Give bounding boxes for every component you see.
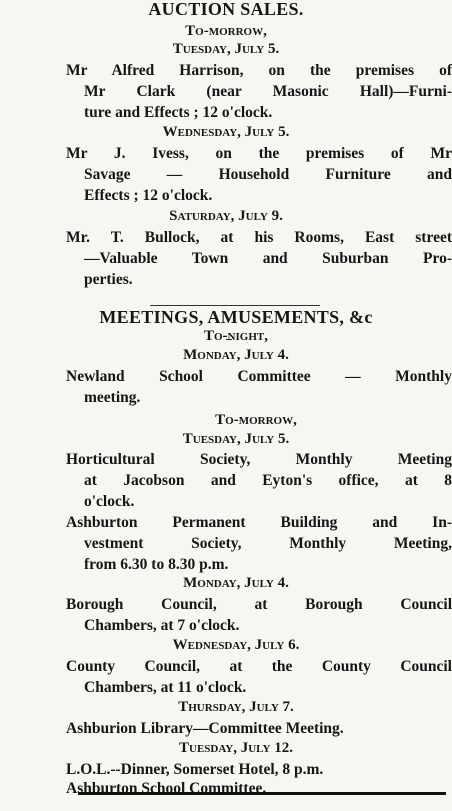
- meeting-entry-line: meeting.: [84, 389, 141, 406]
- meeting-entry-line: County Council, at the County Council: [66, 658, 452, 675]
- meeting-entry-line: L.O.L.--Dinner, Somerset Hotel, 8 p.m.: [66, 761, 324, 778]
- meeting-entry-line: Newland School Committee — Monthly: [66, 368, 452, 385]
- auction-entry-line: perties.: [84, 271, 133, 288]
- meeting-entry-line: Ashburton Permanent Building and In-: [66, 514, 452, 531]
- auction-date-label: Wednesday, July 5.: [162, 124, 290, 140]
- meeting-entry-line: Chambers, at 7 o'clock.: [84, 617, 240, 634]
- auction-entry-line: Savage — Household Furniture and: [84, 166, 452, 183]
- meeting-entry-line: Ashburton School Committee.: [66, 780, 267, 797]
- meetings-date-label: Tuesday, July 12.: [179, 740, 293, 756]
- auction-entry-line: —Valuable Town and Suburban Pro-: [84, 250, 452, 267]
- meetings-date-label: Wednesday, July 6.: [172, 637, 300, 653]
- meetings-date-label: Thursday, July 7.: [178, 699, 294, 715]
- meeting-entry-line: vestment Society, Monthly Meeting,: [84, 535, 452, 552]
- meeting-entry-line: at Jacobson and Eyton's office, at 8: [84, 472, 452, 489]
- auction-date-label: Tuesday, July 5.: [172, 41, 280, 57]
- auction-sales-heading: AUCTION SALES.: [148, 0, 304, 19]
- meetings-date-label: To-morrow,: [215, 412, 297, 428]
- meeting-entry-line: Horticultural Society, Monthly Meeting: [66, 451, 452, 468]
- auction-date-label: To-morrow,: [185, 23, 267, 39]
- auction-entry-line: Mr. T. Bullock, at his Rooms, East street: [66, 229, 452, 246]
- section-end-rule: [78, 792, 446, 795]
- auction-entry-line: Mr J. Ivess, on the premises of Mr: [66, 145, 452, 162]
- meeting-entry-line: Chambers, at 11 o'clock.: [84, 679, 247, 696]
- meetings-heading: MEETINGS, AMUSEMENTS, &c: [99, 307, 373, 327]
- auction-entry-line: Effects ; 12 o'clock.: [84, 187, 213, 204]
- meetings-date-label: Monday, July 4.: [183, 575, 289, 591]
- meetings-date-label: Tuesday, July 5.: [182, 431, 290, 447]
- meetings-date-label: Monday, July 4.: [183, 347, 289, 363]
- meeting-entry-line: o'clock.: [84, 493, 135, 510]
- meeting-entry-line: Borough Council, at Borough Council: [66, 596, 452, 613]
- auction-date-label: Saturday, July 9.: [169, 208, 283, 224]
- auction-entry-line: Mr Clark (near Masonic Hall)—Furni-: [84, 83, 452, 100]
- auction-entry-line: Mr Alfred Harrison, on the premises of: [66, 62, 452, 79]
- auction-entry-line: ture and Effects ; 12 o'clock.: [84, 104, 273, 121]
- meetings-date-label: To-night,: [204, 328, 268, 344]
- meeting-entry-line: Ashburion Library—Committee Meeting.: [66, 720, 344, 737]
- meeting-entry-line: from 6.30 to 8.30 p.m.: [84, 556, 229, 573]
